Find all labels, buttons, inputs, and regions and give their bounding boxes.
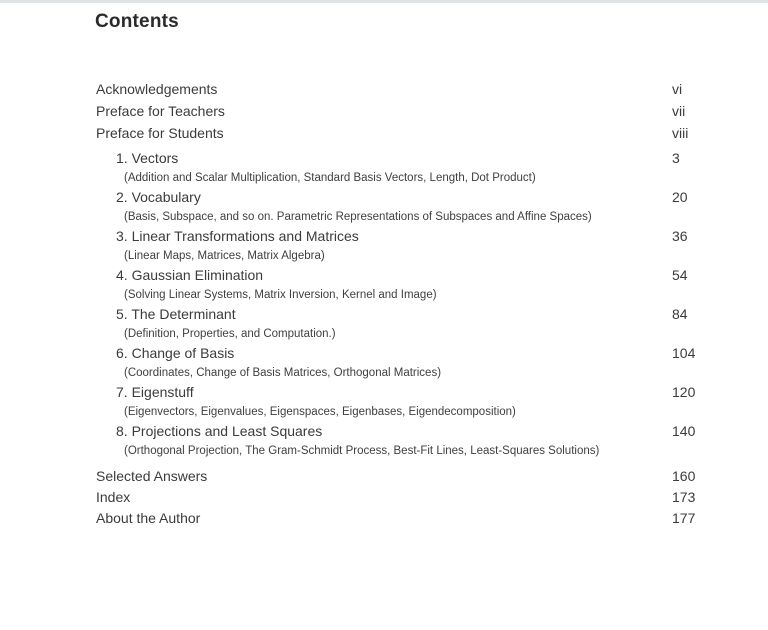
chapter-title-row bbox=[116, 149, 746, 168]
back-matter-section bbox=[96, 466, 746, 529]
toc-entry-preface-teachers bbox=[96, 100, 746, 122]
chapter-description: (Orthogonal Projection, The Gram-Schmidt Process, Best-Fit Lines, Least-Squares Solutions) bbox=[124, 445, 600, 457]
chapter-page-number: 140 bbox=[672, 423, 696, 439]
chapter-name: Eigenstuff bbox=[131, 384, 194, 400]
toc-entry-label: About the Author bbox=[96, 510, 201, 526]
chapter-number: 7. bbox=[116, 384, 128, 400]
chapter-page-number: 120 bbox=[672, 384, 696, 400]
toc-chapter-8 bbox=[116, 422, 746, 461]
toc-entry-index bbox=[96, 487, 746, 508]
chapter-number: 1. bbox=[116, 150, 128, 166]
page-title: Contents bbox=[95, 11, 179, 32]
front-matter-section bbox=[96, 78, 746, 144]
chapter-number: 4. bbox=[116, 267, 128, 283]
chapter-title bbox=[116, 228, 359, 244]
toc-chapter-4 bbox=[116, 266, 746, 305]
chapters-section bbox=[96, 149, 746, 461]
chapter-title bbox=[116, 150, 178, 166]
toc-entry-about-author bbox=[96, 508, 746, 529]
toc-entry-page-number: 160 bbox=[672, 468, 696, 484]
chapter-title-row bbox=[116, 383, 746, 402]
toc-entry-label: Selected Answers bbox=[96, 468, 208, 484]
chapter-title-row bbox=[116, 266, 746, 285]
toc-entry-page-number: 177 bbox=[672, 510, 696, 526]
table-of-contents bbox=[96, 78, 746, 529]
toc-entry-page-number: vi bbox=[672, 81, 683, 97]
toc-chapter-5 bbox=[116, 305, 746, 344]
chapter-title bbox=[116, 189, 201, 205]
chapter-title-row bbox=[116, 344, 746, 363]
chapter-title-row bbox=[116, 422, 746, 441]
chapter-name: Projections and Least Squares bbox=[131, 423, 323, 439]
chapter-description: (Linear Maps, Matrices, Matrix Algebra) bbox=[124, 250, 325, 262]
chapter-description: (Addition and Scalar Multiplication, Standard Basis Vectors, Length, Dot Product) bbox=[124, 172, 536, 184]
toc-entry-selected-answers bbox=[96, 466, 746, 487]
chapter-number: 6. bbox=[116, 345, 128, 361]
chapter-number: 3. bbox=[116, 228, 128, 244]
chapter-title-row bbox=[116, 227, 746, 246]
toc-chapter-1 bbox=[116, 149, 746, 188]
toc-chapter-6 bbox=[116, 344, 746, 383]
chapter-number: 8. bbox=[116, 423, 128, 439]
chapter-name: Change of Basis bbox=[131, 345, 235, 361]
chapter-description: (Eigenvectors, Eigenvalues, Eigenspaces, Eigenbases, Eigendecomposition) bbox=[124, 406, 516, 418]
chapter-title bbox=[116, 345, 234, 361]
chapter-name: Vocabulary bbox=[131, 189, 201, 205]
toc-chapter-7 bbox=[116, 383, 746, 422]
chapter-name: The Determinant bbox=[131, 306, 236, 322]
chapter-page-number: 3 bbox=[672, 150, 680, 166]
chapter-name: Vectors bbox=[131, 150, 179, 166]
chapter-title bbox=[116, 384, 194, 400]
chapter-title-row bbox=[116, 188, 746, 207]
chapter-page-number: 104 bbox=[672, 345, 696, 361]
toc-entry-label: Preface for Teachers bbox=[96, 103, 225, 119]
chapter-description: (Coordinates, Change of Basis Matrices, Orthogonal Matrices) bbox=[124, 367, 442, 379]
chapter-title bbox=[116, 267, 263, 283]
chapter-number: 5. bbox=[116, 306, 128, 322]
toc-entry-page-number: vii bbox=[672, 103, 686, 119]
toc-entry-preface-students bbox=[96, 122, 746, 144]
chapter-description: (Basis, Subspace, and so on. Parametric Representations of Subspaces and Affine Spaces) bbox=[124, 211, 592, 223]
chapter-title bbox=[116, 306, 236, 322]
page-top-edge-line bbox=[0, 0, 768, 3]
chapter-name: Linear Transformations and Matrices bbox=[131, 228, 359, 244]
chapter-description: (Definition, Properties, and Computation.) bbox=[124, 328, 336, 340]
chapter-page-number: 54 bbox=[672, 267, 688, 283]
chapter-page-number: 84 bbox=[672, 306, 688, 322]
chapter-description: (Solving Linear Systems, Matrix Inversion, Kernel and Image) bbox=[124, 289, 437, 301]
chapter-title-row bbox=[116, 305, 746, 324]
toc-entry-label: Preface for Students bbox=[96, 125, 224, 141]
chapter-number: 2. bbox=[116, 189, 128, 205]
chapter-page-number: 20 bbox=[672, 189, 688, 205]
chapter-page-number: 36 bbox=[672, 228, 688, 244]
toc-entry-acknowledgements bbox=[96, 78, 746, 100]
toc-entry-label: Acknowledgements bbox=[96, 81, 218, 97]
toc-entry-page-number: 173 bbox=[672, 489, 696, 505]
toc-entry-page-number: viii bbox=[672, 125, 689, 141]
toc-chapter-2 bbox=[116, 188, 746, 227]
toc-entry-label: Index bbox=[96, 489, 131, 505]
chapter-title bbox=[116, 423, 322, 439]
toc-chapter-3 bbox=[116, 227, 746, 266]
chapter-name: Gaussian Elimination bbox=[131, 267, 264, 283]
